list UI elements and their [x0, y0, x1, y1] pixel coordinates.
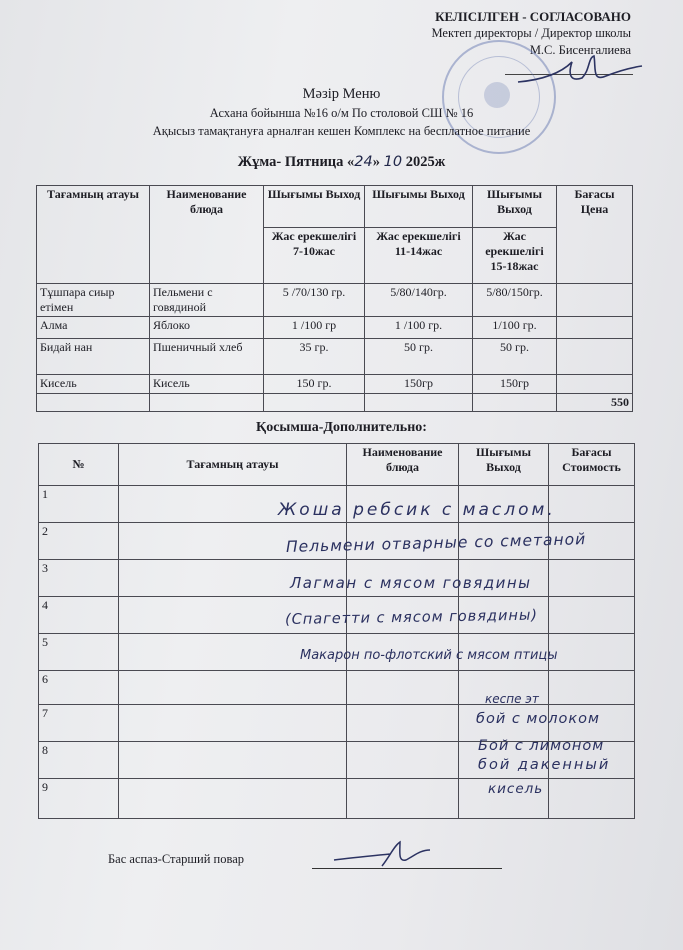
- header-name-ru: Наименование блюда: [150, 186, 264, 284]
- date-day: 24: [354, 154, 373, 170]
- cell-output-1: 5 /70/130 гр.: [264, 284, 365, 317]
- row-number: 5: [39, 634, 119, 671]
- approval-name: М.С. Бисенгалиева: [529, 43, 631, 57]
- header-name-kz: Тағамның атауы: [37, 186, 150, 284]
- date-sep: »: [372, 154, 384, 170]
- cell-name-ru: Пшеничный хлеб: [150, 339, 264, 375]
- table-row: [37, 339, 633, 375]
- row-number: 2: [39, 523, 119, 560]
- header-price: Бағасы Цена: [557, 186, 633, 284]
- row-number: 8: [39, 742, 119, 779]
- row-number: 6: [39, 671, 119, 705]
- header-age-11-14: Жас ерекшелігі 11-14жас: [365, 228, 473, 284]
- cell-output-1: 150 гр.: [264, 375, 365, 394]
- handwritten-item: Жоша ребсик с маслом.: [278, 500, 556, 520]
- header-cost: Бағасы Стоимость: [549, 444, 635, 486]
- handwritten-item: Пельмени отварные со сметаной: [285, 530, 587, 556]
- header-number: №: [39, 444, 119, 486]
- handwritten-item: кисель: [488, 781, 544, 797]
- cell-price: [557, 339, 633, 375]
- cell-name-ru: Пельмени с говядиной: [150, 284, 264, 317]
- cell-price: [557, 284, 633, 317]
- cell-output-3: 150гр: [473, 375, 557, 394]
- cell-output-3: 50 гр.: [473, 339, 557, 375]
- cell-name-ru: Кисель: [150, 375, 264, 394]
- chef-signature: [330, 838, 440, 872]
- cell-output-1: 35 гр.: [264, 339, 365, 375]
- table-row: [37, 284, 633, 317]
- header-output: Шығымы Выход: [459, 444, 549, 486]
- row-number: 9: [39, 779, 119, 819]
- cell-output-2: 5/80/140гр.: [365, 284, 473, 317]
- row-number: 4: [39, 597, 119, 634]
- handwritten-item: Лагман с мясом говядины: [290, 574, 532, 592]
- handwritten-item: кеспе эт: [485, 692, 539, 706]
- handwritten-item: Бой с лимоном: [478, 738, 605, 754]
- approval-director: Мектеп директоры / Директор школы: [431, 26, 631, 40]
- handwritten-item: Макарон по-флотский с мясом птицы: [300, 648, 558, 663]
- date-line: [0, 154, 683, 171]
- table-row: [37, 375, 633, 394]
- cell-output-3: 5/80/150гр.: [473, 284, 557, 317]
- date-month: 10: [383, 154, 403, 170]
- cell-name-kz: Тұшпара сиыр етімен: [37, 284, 150, 317]
- cell-output-2: 150гр: [365, 375, 473, 394]
- header-dish-kz: Тағамның атауы: [119, 444, 347, 486]
- cell-price: [557, 375, 633, 394]
- cell-name-ru: Яблоко: [150, 317, 264, 339]
- header-output-3: Шығымы Выход: [473, 186, 557, 228]
- cell-price: [557, 317, 633, 339]
- header-output-2: Шығымы Выход: [365, 186, 473, 228]
- cell-name-kz: Алма: [37, 317, 150, 339]
- total-row: [37, 394, 633, 412]
- menu-table: [36, 185, 633, 412]
- header-age-15-18: Жас ерекшелігі 15-18жас: [473, 228, 557, 284]
- cell-output-2: 1 /100 гр.: [365, 317, 473, 339]
- header-age-7-10: Жас ерекшелігі 7-10жас: [264, 228, 365, 284]
- table-row: [39, 779, 635, 819]
- approval-title: КЕЛІСІЛГЕН - СОГЛАСОВАНО: [435, 9, 631, 24]
- handwritten-item: (Спагетти с мясом говядины): [284, 607, 539, 628]
- header-dish-ru: Наименование блюда: [347, 444, 459, 486]
- table-row: [39, 671, 635, 705]
- canteen-line: Асхана бойынша №16 о/м По столовой СШ № 16: [209, 106, 474, 120]
- handwritten-item: бой с молоком: [476, 711, 600, 727]
- day-label: Жұма- Пятница «: [237, 154, 355, 170]
- row-number: 3: [39, 560, 119, 597]
- chef-label: Бас аспаз-Старший повар: [108, 852, 245, 866]
- extra-section-title: Қосымша-Дополнительно:: [256, 420, 427, 435]
- total-price: 550: [557, 394, 633, 412]
- handwritten-item: бой дакенный: [478, 757, 611, 773]
- complex-line: Ақысыз тамақтануға арналған кешен Комплекс на бесплатное питание: [152, 124, 531, 138]
- cell-output-2: 50 гр.: [365, 339, 473, 375]
- page-title: Мәзір Меню: [302, 86, 381, 102]
- cell-output-3: 1/100 гр.: [473, 317, 557, 339]
- table-row: [37, 317, 633, 339]
- row-number: 1: [39, 486, 119, 523]
- row-number: 7: [39, 705, 119, 742]
- cell-output-1: 1 /100 гр: [264, 317, 365, 339]
- cell-name-kz: Кисель: [37, 375, 150, 394]
- cell-name-kz: Бидай нан: [37, 339, 150, 375]
- date-year: 2025ж: [402, 154, 446, 170]
- header-output-1: Шығымы Выход: [264, 186, 365, 228]
